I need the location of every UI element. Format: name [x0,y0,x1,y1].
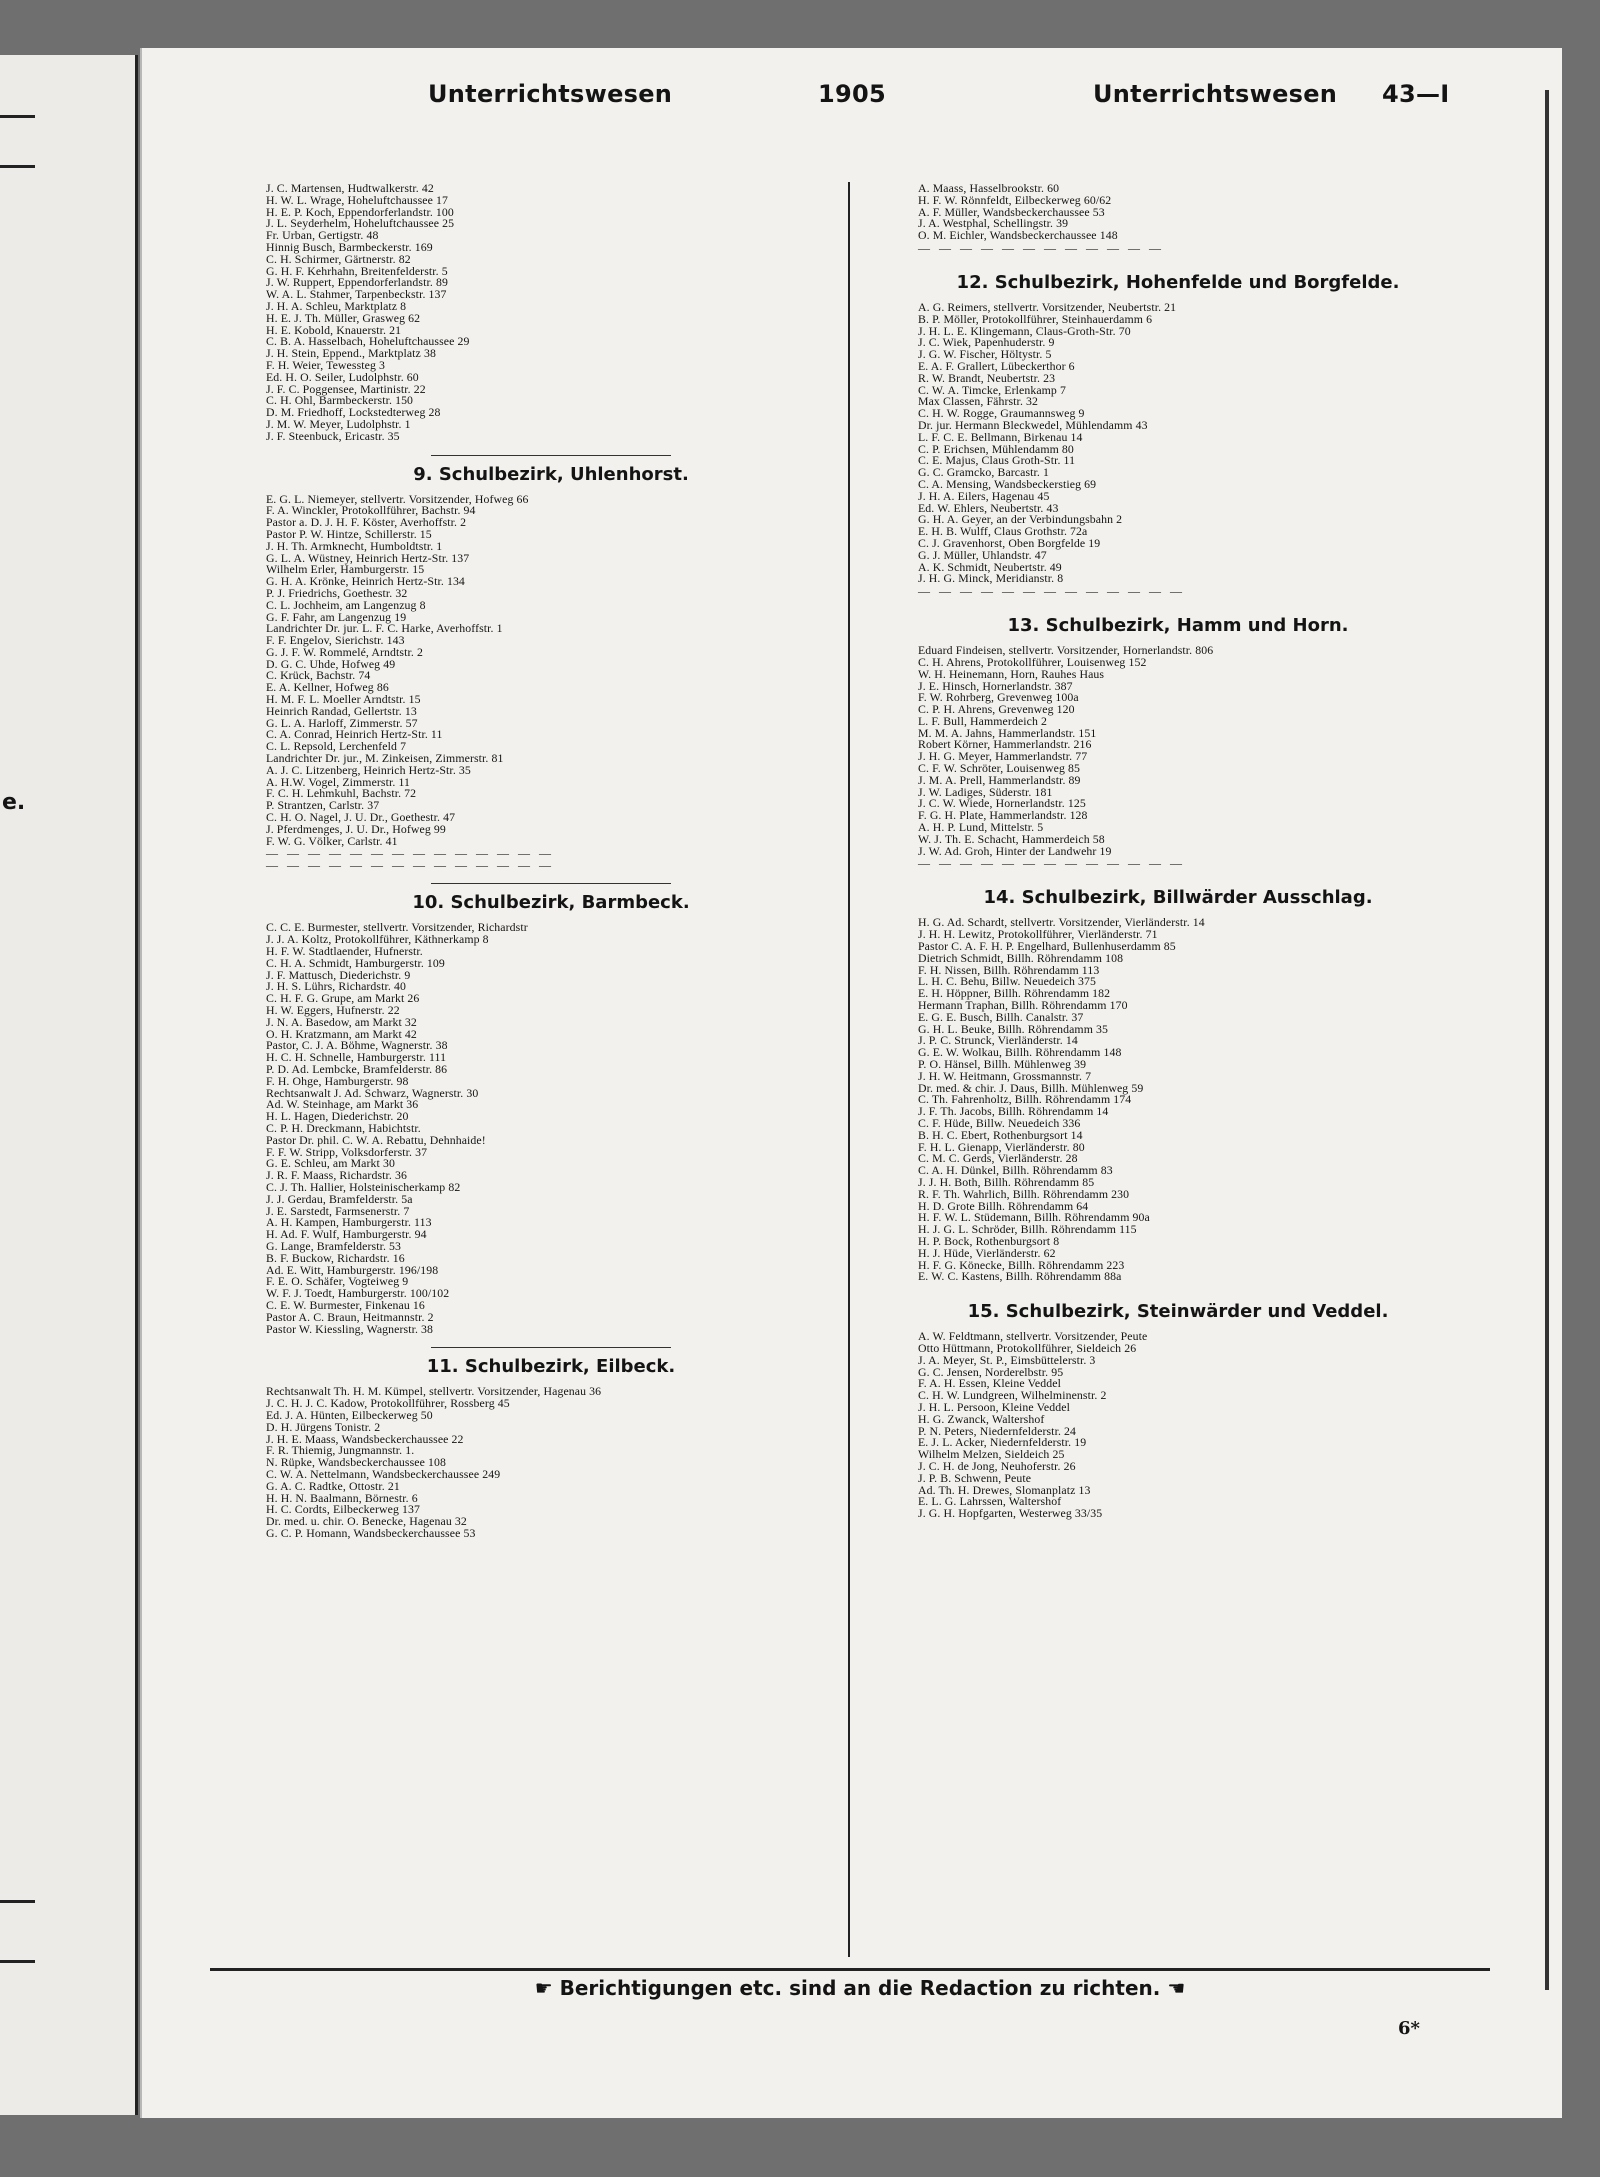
list-item: A. W. Feldtmann, stellvertr. Vorsitzender, Peute [918,1329,1148,1344]
list-item: Heinrich Randad, Gellertstr. 13 [266,703,417,718]
list-item: H. L. Hagen, Diederichstr. 20 [266,1109,409,1124]
list-item: F. G. H. Plate, Hammerlandstr. 128 [918,808,1088,823]
previous-page-edge [0,55,138,2115]
list-item: H. E. J. Th. Müller, Grasweg 62 [266,310,421,325]
list-item: E. A. F. Grallert, Lübeckerthor 6 [918,358,1075,373]
list-item: H. F. W. Stadtlaender, Hufnerstr. [266,944,423,959]
list-item: W. H. Heinemann, Horn, Rauhes Haus [918,666,1105,681]
list-item: J. H. Th. Armknecht, Humboldtstr. 1 [266,538,443,553]
header-year: 1905 [818,80,886,108]
list-item: J. J. A. Koltz, Protokollführer, Käthnerkamp 8 [266,932,489,947]
pointing-hand-left-icon: ☚ [1167,1976,1186,2000]
list-item: C. F. W. Schröter, Louisenweg 85 [918,761,1081,776]
list-item: C. H. O. Nagel, J. U. Dr., Goethestr. 47 [266,810,456,825]
list-item: F. F. W. Stripp, Volksdorferstr. 37 [266,1144,428,1159]
list-item: G. C. P. Homann, Wandsbeckerchaussee 53 [266,1525,476,1540]
list-item: J. P. B. Schwenn, Peute [918,1470,1032,1485]
list-item: H. H. N. Baalmann, Börnestr. 6 [266,1490,418,1505]
list-item: H. W. Eggers, Hufnerstr. 22 [266,1003,400,1018]
list-item: H. G. Zwanck, Waltershof [918,1411,1045,1426]
list-item: J. H. G. Minck, Meridianstr. 8 [918,571,1064,586]
list-item: J. W. Ruppert, Eppendorferlandstr. 89 [266,275,448,290]
list-item: P. D. Ad. Lembcke, Bramfelderstr. 86 [266,1062,448,1076]
list-item: J. F. Steenbuck, Ericastr. 35 [266,428,400,443]
list-item: Ad. W. Steinhage, am Markt 36 [266,1097,419,1112]
list-item: H. F. W. L. Stüdemann, Billh. Röhrendamm 90a [918,1210,1150,1225]
list-item: G. C. Jensen, Norderelbstr. 95 [918,1364,1064,1379]
list-item: Pastor, C. J. A. Böhme, Wagnerstr. 38 [266,1038,448,1053]
list-item: F. H. L. Gienapp, Vierländerstr. 80 [918,1139,1085,1154]
section-title: 12. Schulbezirk, Hohenfelde und Borgfelde. [956,271,1400,293]
list-item: D. H. Jürgens Tonistr. 2 [266,1419,381,1434]
list-item: J. C. H. de Jong, Neuhoferstr. 26 [918,1458,1076,1473]
list-item: H. W. L. Wrage, Hoheluftchaussee 17 [266,192,449,207]
footer-notice-line [480,1976,1240,2000]
header-right-title: Unterrichtswesen [1093,80,1338,108]
list-item: O. H. Kratzmann, am Markt 42 [266,1026,417,1041]
list-item: C. W. A. Nettelmann, Wandsbeckerchaussee 249 [266,1466,501,1481]
list-item: H. J. Hüde, Vierländerstr. 62 [918,1245,1056,1260]
list-item: L. F. Bull, Hammerdeich 2 [918,713,1048,728]
list-item: J. J. H. Both, Billh. Röhrendamm 85 [918,1174,1095,1189]
list-item: H. E. Kobold, Knauerstr. 21 [266,322,402,337]
right-margin-line [1545,90,1549,1990]
list-item: C. H. Schirmer, Gärtnerstr. 82 [266,251,411,266]
list-item: C. F. Hüde, Billw. Neuedeich 336 [918,1116,1081,1130]
dash-separator: — — — — — — — — — — — — — — [266,858,554,873]
list-item: A. H. Kampen, Hamburgerstr. 113 [266,1215,432,1230]
list-item: J. R. F. Maass, Richardstr. 36 [266,1168,407,1183]
list-item: C. W. A. Timcke, Erlenkamp 7 [918,382,1066,397]
right-column [918,183,1438,1520]
list-item: H. P. Bock, Rothenburgsort 8 [918,1233,1060,1248]
list-item: F. H. Ohge, Hamburgerstr. 98 [266,1073,409,1088]
list-item: Pastor A. C. Braun, Heitmannstr. 2 [266,1309,434,1324]
list-item: W. A. L. Stahmer, Tarpenbeckstr. 137 [266,287,447,302]
list-item: Wilhelm Melzen, Sieldeich 25 [918,1447,1065,1462]
list-item: W. F. J. Toedt, Hamburgerstr. 100/102 [266,1286,450,1301]
list-item: F. W. Rohrberg, Grevenweg 100a [918,690,1079,705]
list-item: D. M. Friedhoff, Lockstedterweg 28 [266,405,441,420]
list-item: G. J. Müller, Uhlandstr. 47 [918,547,1047,562]
list-item: Pastor a. D. J. H. F. Köster, Averhoffstr. 2 [266,515,467,530]
list-item: G. L. A. Wüstney, Heinrich Hertz-Str. 137 [266,550,470,565]
list-item: C. C. E. Burmester, stellvertr. Vorsitzender, Richardstr [266,920,528,935]
list-item: J. C. Martensen, Hudtwalkerstr. 42 [266,181,434,195]
list-item: E. H. Höppner, Billh. Röhrendamm 182 [918,986,1111,1001]
list-item: F. F. Engelov, Sierichstr. 143 [266,633,405,648]
list-item: C. Th. Fahrenholtz, Billh. Röhrendamm 174 [918,1092,1132,1107]
section-separator-rule [431,1347,670,1348]
section-title: 11. Schulbezirk, Eilbeck. [426,1356,676,1378]
list-item: Hinnig Busch, Barmbeckerstr. 169 [266,239,433,254]
printer-signature: 6* [1398,2018,1420,2039]
list-item: Landrichter Dr. jur., M. Zinkeisen, Zimmerstr. 81 [266,751,504,766]
section-title: 13. Schulbezirk, Hamm und Horn. [1007,615,1349,637]
list-item: H. G. Ad. Schardt, stellvertr. Vorsitzender, Vierländerstr. 14 [918,915,1205,930]
column-divider [848,182,850,1957]
list-item: E. A. Kellner, Hofweg 86 [266,680,389,695]
list-item: P. N. Peters, Niedernfelderstr. 24 [918,1423,1077,1438]
list-item: J. H. S. Lührs, Richardstr. 40 [266,979,406,994]
list-item: G. H. A. Krönke, Heinrich Hertz-Str. 134 [266,574,465,589]
list-item: G. H. F. Kehrhahn, Breitenfelderstr. 5 [266,263,448,278]
list-item: H. D. Grote Billh. Röhrendamm 64 [918,1198,1089,1213]
list-item: Rechtsanwalt Th. H. M. Kümpel, stellvertr. Vorsitzender, Hagenau 36 [266,1384,602,1399]
list-item: H. Ad. F. Wulf, Hamburgerstr. 94 [266,1227,427,1242]
list-item: J. W. Ladiges, Süderstr. 181 [918,784,1053,799]
prev-page-rule [0,165,35,168]
list-item: G. H. A. Geyer, an der Verbindungsbahn 2 [918,512,1123,527]
list-item: C. A. H. Dünkel, Billh. Röhrendamm 83 [918,1163,1113,1178]
list-item: A. G. Reimers, stellvertr. Vorsitzender, Neubertstr. 21 [918,299,1177,314]
list-item: C. B. A. Hasselbach, Hoheluftchaussee 29 [266,334,470,349]
list-item: C. H. Ahrens, Protokollführer, Louisenweg 152 [918,654,1147,669]
list-item: J. P. C. Strunck, Vierländerstr. 14 [918,1033,1078,1048]
list-item: F. R. Thiemig, Jungmannstr. 1. [266,1443,415,1458]
list-item: C. H. W. Lundgreen, Wilhelminenstr. 2 [918,1388,1107,1403]
list-item: J. H. E. Maass, Wandsbeckerchaussee 22 [266,1431,464,1446]
list-item: J. H. A. Eilers, Hagenau 45 [918,488,1050,503]
list-item: Ad. Th. H. Drewes, Slomanplatz 13 [918,1482,1091,1497]
list-item: W. J. Th. E. Schacht, Hammerdeich 58 [918,831,1105,846]
list-item: Pastor W. Kiessling, Wagnerstr. 38 [266,1321,434,1336]
dash-separator: — — — — — — — — — — — — — — [266,846,554,861]
list-item: J. H. A. Schleu, Marktplatz 8 [266,298,407,313]
list-item: C. H. Ohl, Barmbeckerstr. 150 [266,393,414,408]
list-item: C. Krück, Bachstr. 74 [266,668,371,683]
list-item: Eduard Findeisen, stellvertr. Vorsitzender, Hornerlandstr. 806 [918,643,1214,658]
list-item: B. H. C. Ebert, Rothenburgsort 14 [918,1127,1083,1142]
list-item: J. E. Hinsch, Hornerlandstr. 387 [918,678,1073,693]
left-column [266,183,836,1540]
list-item: Pastor C. A. F. H. P. Engelhard, Bullenhuserdamm 85 [918,939,1176,954]
list-item: C. M. C. Gerds, Vierländerstr. 28 [918,1151,1078,1166]
list-item: L. H. C. Behu, Billw. Neuedeich 375 [918,974,1097,989]
list-item: Ed. J. A. Hünten, Eilbeckerweg 50 [266,1407,433,1422]
list-item: G. E. Schleu, am Markt 30 [266,1156,395,1171]
dash-separator: — — — — — — — — — — — — — [918,584,1185,599]
list-item: J. H. W. Heitmann, Grossmannstr. 7 [918,1068,1092,1083]
list-item: G. J. F. W. Rommelé, Arndtstr. 2 [266,644,423,659]
section-title: 14. Schulbezirk, Billwärder Ausschlag. [983,887,1373,909]
list-item: F. A. H. Essen, Kleine Veddel [918,1376,1061,1391]
list-item: F. W. G. Völker, Carlstr. 41 [266,833,398,848]
list-item: J. C. H. J. C. Kadow, Protokollführer, Rossberg 45 [266,1396,510,1411]
list-item: J. G. W. Fischer, Höltystr. 5 [918,347,1052,362]
list-item: B. P. Möller, Protokollführer, Steinhauerdamm 6 [918,311,1153,326]
list-item: H. J. G. L. Schröder, Billh. Röhrendamm 115 [918,1222,1137,1237]
list-item: J. N. A. Basedow, am Markt 32 [266,1014,417,1029]
list-item: Ed. H. O. Seiler, Ludolphstr. 60 [266,369,419,384]
list-item: A. J. C. Litzenberg, Heinrich Hertz-Str. 35 [266,762,471,777]
list-item: Pastor Dr. phil. C. W. A. Rebattu, Dehnhaide! [266,1132,486,1147]
list-item: F. H. Weier, Tewessteg 3 [266,357,386,372]
list-item: A. F. Müller, Wandsbeckerchaussee 53 [918,204,1105,219]
list-item: H. M. F. L. Moeller Arndtstr. 15 [266,692,421,707]
list-item: J. Pferdmenges, J. U. Dr., Hofweg 99 [266,821,446,836]
list-item: J. F. Mattusch, Diederichstr. 9 [266,967,411,982]
dash-separator: — — — — — — — — — — — — [918,240,1164,255]
list-item: J. M. A. Prell, Hammerlandstr. 89 [918,772,1081,787]
list-item: R. W. Brandt, Neubertstr. 23 [918,370,1056,385]
list-item: J. L. Seyderhelm, Hoheluftchaussee 25 [266,216,455,231]
list-item: D. G. C. Uhde, Hofweg 49 [266,656,396,671]
list-item: G. L. A. Harloff, Zimmerstr. 57 [266,715,418,730]
list-item: P. J. Friedrichs, Goethestr. 32 [266,585,408,600]
list-item: F. C. H. Lehmkuhl, Bachstr. 72 [266,786,417,801]
list-item: J. M. W. Meyer, Ludolphstr. 1 [266,416,411,431]
list-item: C. E. W. Burmester, Finkenau 16 [266,1297,425,1312]
list-item: N. Rüpke, Wandsbeckerchaussee 108 [266,1455,447,1470]
list-item: E. J. L. Acker, Niedernfelderstr. 19 [918,1435,1087,1450]
list-item: Dr. jur. Hermann Bleckwedel, Mühlendamm 43 [918,417,1148,432]
list-item: E. G. E. Busch, Billh. Canalstr. 37 [918,1009,1084,1024]
section-title: 10. Schulbezirk, Barmbeck. [412,892,690,914]
list-item: G. F. Fahr, am Langenzug 19 [266,609,407,624]
list-item: G. A. C. Radtke, Ottostr. 21 [266,1478,400,1493]
list-item: C. J. Th. Hallier, Holsteinischerkamp 82 [266,1179,461,1194]
list-item: C. P. H. Ahrens, Grevenweg 120 [918,702,1075,717]
list-item: C. P. Erichsen, Mühlendamm 80 [918,441,1074,456]
list-item: J. H. G. Meyer, Hammerlandstr. 77 [918,749,1088,764]
list-item: H. C. Cordts, Eilbeckerweg 137 [266,1502,421,1517]
list-item: F. A. Winckler, Protokollführer, Bachstr. 94 [266,503,476,518]
list-item: C. J. Gravenhorst, Oben Borgfelde 19 [918,535,1101,550]
list-item: C. E. Majus, Claus Groth-Str. 11 [918,453,1076,468]
footer-rule [210,1968,1490,1971]
list-item: Dr. med. u. chir. O. Benecke, Hagenau 32 [266,1514,467,1529]
list-item: J. A. Westphal, Schellingstr. 39 [918,216,1069,231]
list-item: H. E. P. Koch, Eppendorferlandstr. 100 [266,204,454,219]
list-item: E. L. G. Lahrssen, Waltershof [918,1494,1062,1509]
list-item: J. J. Gerdau, Bramfelderstr. 5a [266,1191,413,1206]
prev-page-rule [0,1960,35,1963]
list-item: J. C. W. Wiede, Hornerlandstr. 125 [918,796,1086,811]
list-item: E. H. B. Wulff, Claus Grothstr. 72a [918,524,1088,539]
dash-separator: — — — — — — — — — — — — — [918,856,1185,871]
list-item: C. A. Conrad, Heinrich Hertz-Str. 11 [266,727,443,742]
list-item: J. C. Wiek, Papenhuderstr. 9 [918,335,1055,350]
list-item: E. W. C. Kastens, Billh. Röhrendamm 88a [918,1269,1122,1284]
list-item: Hermann Traphan, Billh. Röhrendamm 170 [918,998,1128,1013]
list-item: P. Strantzen, Carlstr. 37 [266,798,380,813]
list-item: J. H. H. Lewitz, Protokollführer, Vierländerstr. 71 [918,927,1158,942]
list-item: C. H. W. Rogge, Graumannsweg 9 [918,406,1085,421]
list-item: J. H. L. E. Klingemann, Claus-Groth-Str. 70 [918,323,1131,338]
list-item: O. M. Eichler, Wandsbeckerchaussee 148 [918,228,1118,243]
list-item: H. C. H. Schnelle, Hamburgerstr. 111 [266,1050,447,1065]
list-item: C. L. Repsold, Lerchenfeld 7 [266,739,407,754]
list-item: C. P. H. Dreckmann, Habichtstr. [266,1120,421,1135]
list-item: Ad. E. Witt, Hamburgerstr. 196/198 [266,1262,439,1277]
list-item: A. K. Schmidt, Neubertstr. 49 [918,559,1062,574]
list-item: G. H. L. Beuke, Billh. Röhrendamm 35 [918,1021,1109,1036]
list-item: Pastor P. W. Hintze, Schillerstr. 15 [266,526,432,541]
list-item: J. G. H. Hopfgarten, Westerweg 33/35 [918,1506,1103,1521]
list-item: A. H.W. Vogel, Zimmerstr. 11 [266,774,411,789]
page-number: 43—I [1382,80,1450,108]
section-title: 15. Schulbezirk, Steinwärder und Veddel. [967,1301,1389,1323]
list-item: G. E. W. Wolkau, Billh. Röhrendamm 148 [918,1045,1122,1060]
list-item: A. H. P. Lund, Mittelstr. 5 [918,820,1044,835]
list-item: Fr. Urban, Gertigstr. 48 [266,228,379,243]
header-left-title: Unterrichtswesen [428,80,673,108]
list-item: P. O. Hänsel, Billh. Mühlenweg 39 [918,1057,1087,1072]
list-item: J. A. Meyer, St. P., Eimsbüttelerstr. 3 [918,1352,1096,1367]
list-item: L. F. C. E. Bellmann, Birkenau 14 [918,429,1083,444]
list-item: H. F. W. Rönnfeldt, Eilbeckerweg 60/62 [918,192,1112,207]
list-item: F. E. O. Schäfer, Vogteiweg 9 [266,1274,409,1289]
list-item: G. C. Gramcko, Barcastr. 1 [918,465,1050,480]
list-item: Dr. med. & chir. J. Daus, Billh. Mühlenweg 59 [918,1080,1144,1095]
list-item: Max Classen, Fährstr. 32 [918,394,1039,409]
list-item: C. A. Mensing, Wandsbeckerstieg 69 [918,476,1097,491]
prev-page-rule [0,1900,35,1903]
list-item: C. L. Jochheim, am Langenzug 8 [266,597,426,612]
list-item: F. H. Nissen, Billh. Röhrendamm 113 [918,962,1100,977]
list-item: C. H. A. Schmidt, Hamburgerstr. 109 [266,955,445,970]
list-item: R. F. Th. Wahrlich, Billh. Röhrendamm 230 [918,1186,1130,1201]
section-title: 9. Schulbezirk, Uhlenhorst. [413,463,689,485]
list-item: J. W. Ad. Groh, Hinter der Landwehr 19 [918,843,1112,858]
list-item: Otto Hüttmann, Protokollführer, Sieldeich 26 [918,1340,1137,1355]
list-item: H. F. G. Könecke, Billh. Röhrendamm 223 [918,1257,1125,1272]
pointing-hand-right-icon: ☛ [534,1976,553,2000]
list-item: B. F. Buckow, Richardstr. 16 [266,1250,405,1265]
list-item: A. Maass, Hasselbrookstr. 60 [918,181,1060,195]
list-item: J. H. L. Persoon, Kleine Veddel [918,1399,1070,1414]
list-item: C. H. F. G. Grupe, am Markt 26 [266,991,420,1006]
list-item: J. H. Stein, Eppend., Marktplatz 38 [266,346,436,361]
section-separator-rule [431,455,670,456]
section-separator-rule [431,883,670,884]
list-item: J. F. C. Poggensee, Martinistr. 22 [266,381,426,396]
list-item: Robert Körner, Hammerlandstr. 216 [918,737,1092,752]
list-item: G. Lange, Bramfelderstr. 53 [266,1238,402,1253]
list-item: J. E. Sarstedt, Farmsenerstr. 7 [266,1203,410,1218]
list-item: Dietrich Schmidt, Billh. Röhrendamm 108 [918,950,1124,965]
list-item: J. F. Th. Jacobs, Billh. Röhrendamm 14 [918,1104,1109,1119]
list-item: Ed. W. Ehlers, Neubertstr. 43 [918,500,1059,515]
list-item: Rechtsanwalt J. Ad. Schwarz, Wagnerstr. 30 [266,1085,479,1100]
list-item: M. M. A. Jahns, Hammerlandstr. 151 [918,725,1097,740]
list-item: Landrichter Dr. jur. L. F. C. Harke, Averhoffstr. 1 [266,621,503,636]
list-item: E. G. L. Niemeyer, stellvertr. Vorsitzender, Hofweg 66 [266,491,529,506]
list-item: Wilhelm Erler, Hamburgerstr. 15 [266,562,425,577]
prev-page-rule [0,115,35,118]
prev-page-text-fragment: e. [2,790,26,815]
footer-notice: Berichtigungen etc. sind an die Redaction zu richten. [559,1976,1161,2000]
